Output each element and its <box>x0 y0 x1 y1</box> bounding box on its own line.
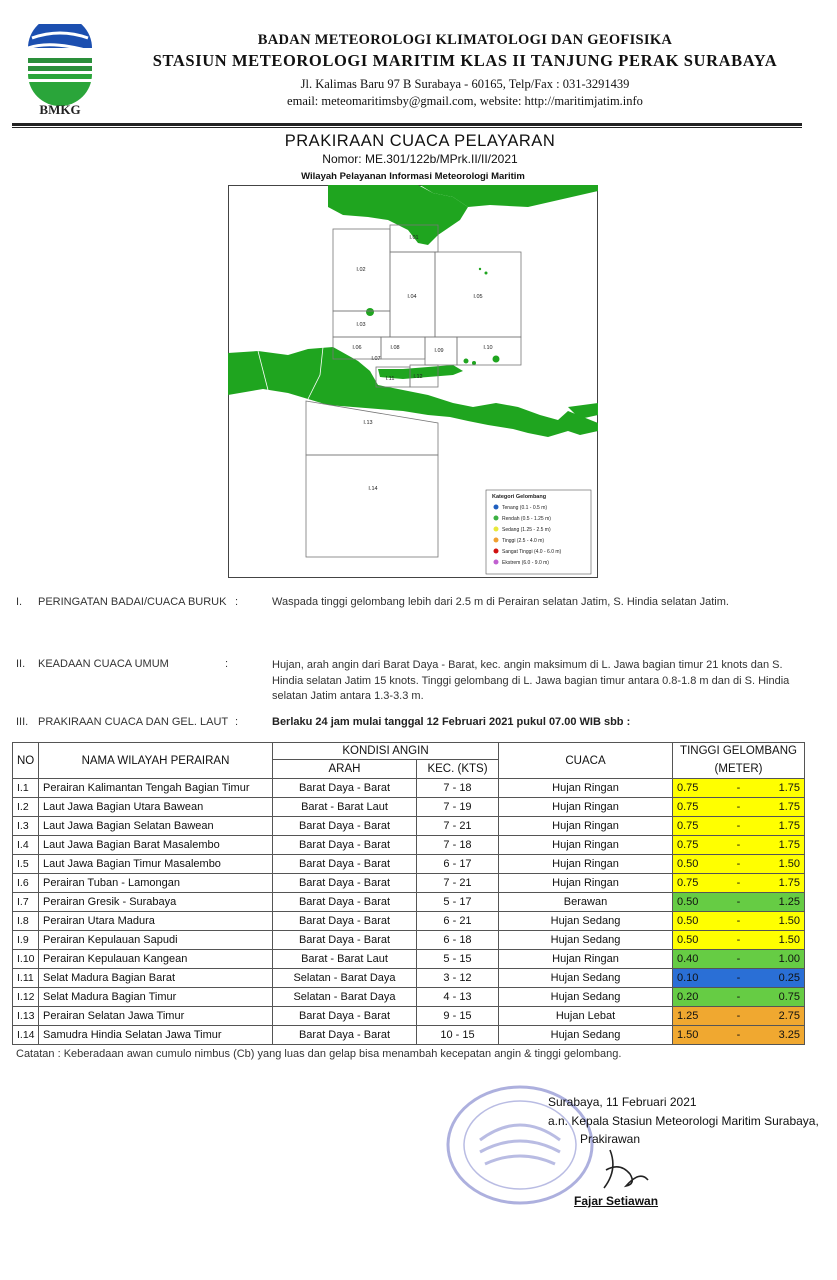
island <box>479 268 481 270</box>
row-wind-speed: 10 - 15 <box>417 1026 499 1045</box>
row-wave-min: 0.75 <box>673 874 717 893</box>
legend-title: Kategori Gelombang <box>492 494 547 500</box>
forecast-validity-text: Berlaku 24 jam mulai tanggal 12 Februari 2021 pukul 07.00 WIB sbb : <box>272 716 631 728</box>
table-row <box>13 893 805 912</box>
table-row <box>13 912 805 931</box>
zone-label: I.02 <box>356 267 366 273</box>
row-number: I.1 <box>13 779 39 798</box>
forecast-table-body <box>13 779 805 1045</box>
row-wave-min: 0.75 <box>673 798 717 817</box>
row-wind-speed: 7 - 18 <box>417 779 499 798</box>
island <box>464 359 469 364</box>
row-weather: Hujan Sedang <box>499 969 673 988</box>
agency-name: BADAN METEOROLOGI KLIMATOLOGI DAN GEOFISIKA <box>257 32 673 48</box>
legend-item: Ekstrem (6.0 - 9.0 m) <box>502 560 549 566</box>
row-wind-direction: Barat Daya - Barat <box>273 855 417 874</box>
table-row <box>13 950 805 969</box>
island <box>493 356 500 363</box>
row-wave-dash: - <box>717 855 761 874</box>
zone-label: I.12 <box>413 374 423 380</box>
row-number: I.2 <box>13 798 39 817</box>
row-wind-direction: Barat Daya - Barat <box>273 817 417 836</box>
row-wave-max: 1.50 <box>761 931 805 950</box>
zone-label: I.13 <box>363 420 373 426</box>
row-area: Perairan Kepulauan Kangean <box>39 950 273 969</box>
zone-label: I.14 <box>368 486 378 492</box>
logo-text: BMKG <box>39 102 81 117</box>
row-weather: Hujan Ringan <box>499 836 673 855</box>
row-wave-max: 1.00 <box>761 950 805 969</box>
zone-label: I.05 <box>473 294 483 300</box>
row-number: I.14 <box>13 1026 39 1045</box>
row-wave-dash: - <box>717 779 761 798</box>
row-wind-direction: Barat Daya - Barat <box>273 912 417 931</box>
table-row <box>13 798 805 817</box>
row-number: I.7 <box>13 893 39 912</box>
document-title: PRAKIRAAN CUACA PELAYARAN <box>284 132 556 150</box>
header-speed: KEC. (KTS) <box>417 760 499 779</box>
row-wave-max: 1.75 <box>761 817 805 836</box>
row-weather: Hujan Ringan <box>499 779 673 798</box>
row-wave-max: 3.25 <box>761 1026 805 1045</box>
row-wave-dash: - <box>717 798 761 817</box>
row-wave-max: 1.75 <box>761 836 805 855</box>
row-wave-min: 0.40 <box>673 950 717 969</box>
row-number: I.3 <box>13 817 39 836</box>
row-area: Perairan Selatan Jawa Timur <box>39 1007 273 1026</box>
row-wave-max: 1.25 <box>761 893 805 912</box>
row-wind-speed: 4 - 13 <box>417 988 499 1007</box>
row-weather: Hujan Sedang <box>499 912 673 931</box>
row-wave-min: 0.75 <box>673 836 717 855</box>
row-wave-dash: - <box>717 988 761 1007</box>
row-area: Laut Jawa Bagian Selatan Bawean <box>39 817 273 836</box>
header-no: NO <box>13 743 39 779</box>
legend-item: Tenang (0.1 - 0.5 m) <box>502 505 548 511</box>
row-wind-speed: 7 - 21 <box>417 817 499 836</box>
forecast-table <box>12 742 805 1045</box>
row-wind-speed: 5 - 15 <box>417 950 499 969</box>
legend-item: Tinggi (2.5 - 4.0 m) <box>502 538 545 544</box>
row-wind-direction: Barat Daya - Barat <box>273 1007 417 1026</box>
signature-role: a.n. Kepala Stasiun Meteorologi Maritim Surabaya, <box>548 1114 819 1128</box>
row-wave-dash: - <box>717 950 761 969</box>
row-wind-direction: Barat - Barat Laut <box>273 950 417 969</box>
row-area: Samudra Hindia Selatan Jawa Timur <box>39 1026 273 1045</box>
row-weather: Hujan Ringan <box>499 874 673 893</box>
table-row <box>13 1007 805 1026</box>
table-row <box>13 931 805 950</box>
table-row <box>13 969 805 988</box>
row-area: Perairan Tuban - Lamongan <box>39 874 273 893</box>
row-area: Perairan Kalimantan Tengah Bagian Timur <box>39 779 273 798</box>
row-wave-min: 0.75 <box>673 779 717 798</box>
header-rule-thin <box>12 127 802 128</box>
row-number: I.8 <box>13 912 39 931</box>
row-area: Perairan Utara Madura <box>39 912 273 931</box>
zone-label: I.09 <box>434 348 444 354</box>
row-area: Laut Jawa Bagian Timur Masalembo <box>39 855 273 874</box>
row-wave-max: 2.75 <box>761 1007 805 1026</box>
row-number: I.6 <box>13 874 39 893</box>
header-rule <box>12 123 802 126</box>
row-weather: Hujan Ringan <box>499 817 673 836</box>
zone-label: I.11 <box>385 376 395 382</box>
bawean-island <box>366 308 374 316</box>
row-wave-dash: - <box>717 1007 761 1026</box>
row-wave-min: 0.50 <box>673 912 717 931</box>
row-wind-speed: 6 - 17 <box>417 855 499 874</box>
row-weather: Hujan Sedang <box>499 931 673 950</box>
row-area: Selat Madura Bagian Timur <box>39 988 273 1007</box>
signatory-name: Fajar Setiawan <box>574 1194 659 1208</box>
row-wind-direction: Barat Daya - Barat <box>273 931 417 950</box>
row-wind-speed: 6 - 21 <box>417 912 499 931</box>
section-3-label: PRAKIRAAN CUACA DAN GEL. LAUT <box>38 716 229 728</box>
row-wind-speed: 3 - 12 <box>417 969 499 988</box>
zone-label: I.04 <box>407 294 417 300</box>
row-number: I.9 <box>13 931 39 950</box>
header-area: NAMA WILAYAH PERAIRAN <box>39 743 273 779</box>
signature-role-title: Prakirawan <box>580 1132 641 1146</box>
row-number: I.10 <box>13 950 39 969</box>
island <box>472 361 476 365</box>
row-wave-min: 0.50 <box>673 893 717 912</box>
row-wave-max: 1.50 <box>761 855 805 874</box>
row-wave-dash: - <box>717 817 761 836</box>
row-wind-speed: 7 - 18 <box>417 836 499 855</box>
table-row <box>13 779 805 798</box>
signature-place-date: Surabaya, 11 Februari 2021 <box>548 1095 697 1109</box>
wave-legend <box>486 490 591 574</box>
header-wind: KONDISI ANGIN <box>273 743 499 760</box>
row-weather: Hujan Sedang <box>499 988 673 1007</box>
header-weather: CUACA <box>499 743 673 779</box>
row-wind-direction: Selatan - Barat Daya <box>273 988 417 1007</box>
row-weather: Hujan Sedang <box>499 1026 673 1045</box>
row-wave-dash: - <box>717 874 761 893</box>
row-number: I.4 <box>13 836 39 855</box>
handwritten-signature <box>590 1140 660 1195</box>
row-number: I.13 <box>13 1007 39 1026</box>
row-wave-min: 0.75 <box>673 817 717 836</box>
zone-label: I.01 <box>409 235 419 241</box>
row-wind-speed: 7 - 21 <box>417 874 499 893</box>
table-row <box>13 855 805 874</box>
row-wave-max: 1.75 <box>761 874 805 893</box>
row-wind-speed: 6 - 18 <box>417 931 499 950</box>
section-2-label: KEADAAN CUACA UMUM <box>38 658 169 670</box>
row-weather: Hujan Lebat <box>499 1007 673 1026</box>
row-wave-max: 0.75 <box>761 988 805 1007</box>
row-weather: Hujan Ringan <box>499 950 673 969</box>
row-weather: Berawan <box>499 893 673 912</box>
row-wave-min: 0.50 <box>673 855 717 874</box>
general-weather-text: Hujan, arah angin dari Barat Daya - Barat, kec. angin maksimum di L. Jawa bagian timur 21 knots dan S. Hindia selatan Jatim 15 knots. Tinggi gelombang di L. Jawa bagian timur antara 0.8-1.8 m dan di S. Hindia selatan Jatim antara 1.3-3.3 m. <box>272 659 790 702</box>
row-wave-min: 0.10 <box>673 969 717 988</box>
section-1-label: PERINGATAN BADAI/CUACA BURUK <box>38 596 227 608</box>
zone-label: I.03 <box>356 322 366 328</box>
row-wind-speed: 7 - 19 <box>417 798 499 817</box>
row-area: Perairan Kepulauan Sapudi <box>39 931 273 950</box>
station-address: Jl. Kalimas Baru 97 B Surabaya - 60165, Telp/Fax : 031-3291439 <box>300 77 630 91</box>
map-caption: Wilayah Pelayanan Informasi Meteorologi Maritim <box>301 171 525 182</box>
row-wave-max: 0.25 <box>761 969 805 988</box>
legend-item: Rendah (0.5 - 1.25 m) <box>502 516 551 522</box>
row-weather: Hujan Ringan <box>499 798 673 817</box>
storm-warning-text: Waspada tinggi gelombang lebih dari 2.5 m di Perairan selatan Jatim, S. Hindia selatan Jatim. <box>272 596 729 608</box>
row-wave-max: 1.75 <box>761 779 805 798</box>
table-row <box>13 988 805 1007</box>
island <box>485 272 488 275</box>
row-wave-dash: - <box>717 969 761 988</box>
table-row <box>13 1026 805 1045</box>
legend-item: Sangat Tinggi (4.0 - 6.0 m) <box>502 549 562 555</box>
row-wave-min: 1.25 <box>673 1007 717 1026</box>
row-wave-dash: - <box>717 931 761 950</box>
header-direction: ARAH <box>273 760 417 779</box>
section-2-colon: : <box>225 658 229 670</box>
row-wave-min: 0.20 <box>673 988 717 1007</box>
note-text: Catatan : Keberadaan awan cumulo nimbus (Cb) yang luas dan gelap bisa menambah kecepatan angin & tinggi gelombang. <box>16 1048 622 1060</box>
section-1-colon: : <box>235 596 239 608</box>
zone-label: I.06 <box>352 345 362 351</box>
row-wave-min: 0.50 <box>673 931 717 950</box>
row-number: I.11 <box>13 969 39 988</box>
section-3-number: III. <box>16 716 29 728</box>
row-wind-direction: Selatan - Barat Daya <box>273 969 417 988</box>
document-number: Nomor: ME.301/122b/MPrk.II/II/2021 <box>322 152 518 166</box>
row-wave-dash: - <box>717 1026 761 1045</box>
zone-label: I.07 <box>371 356 381 362</box>
row-wind-direction: Barat Daya - Barat <box>273 1026 417 1045</box>
row-area: Selat Madura Bagian Barat <box>39 969 273 988</box>
row-wind-speed: 5 - 17 <box>417 893 499 912</box>
row-wind-direction: Barat - Barat Laut <box>273 798 417 817</box>
station-contact: email: meteomaritimsby@gmail.com, website: http://maritimjatim.info <box>287 94 643 108</box>
row-wind-direction: Barat Daya - Barat <box>273 779 417 798</box>
row-area: Laut Jawa Bagian Barat Masalembo <box>39 836 273 855</box>
row-wind-speed: 9 - 15 <box>417 1007 499 1026</box>
maritime-zone-map <box>228 185 598 578</box>
zone-label: I.10 <box>483 345 493 351</box>
row-number: I.5 <box>13 855 39 874</box>
row-weather: Hujan Ringan <box>499 855 673 874</box>
section-1-number: I. <box>16 596 23 608</box>
row-wind-direction: Barat Daya - Barat <box>273 836 417 855</box>
row-number: I.12 <box>13 988 39 1007</box>
bmkg-logo <box>22 24 98 120</box>
legend-item: Sedang (1.25 - 2.5 m) <box>502 527 551 533</box>
table-row <box>13 817 805 836</box>
row-area: Laut Jawa Bagian Utara Bawean <box>39 798 273 817</box>
row-wave-dash: - <box>717 836 761 855</box>
section-2-number: II. <box>16 658 26 670</box>
table-row <box>13 836 805 855</box>
row-wind-direction: Barat Daya - Barat <box>273 893 417 912</box>
row-wave-max: 1.50 <box>761 912 805 931</box>
zone-label: I.08 <box>390 345 400 351</box>
row-wave-dash: - <box>717 912 761 931</box>
row-wind-direction: Barat Daya - Barat <box>273 874 417 893</box>
header-wave: TINGGI GELOMBANG <box>673 743 805 760</box>
section-3-colon: : <box>235 716 239 728</box>
table-row <box>13 874 805 893</box>
row-wave-min: 1.50 <box>673 1026 717 1045</box>
header-wave-unit: (METER) <box>673 760 805 779</box>
row-wave-max: 1.75 <box>761 798 805 817</box>
station-name: STASIUN METEOROLOGI MARITIM KLAS II TANJUNG PERAK SURABAYA <box>152 51 778 70</box>
row-area: Perairan Gresik - Surabaya <box>39 893 273 912</box>
row-wave-dash: - <box>717 893 761 912</box>
